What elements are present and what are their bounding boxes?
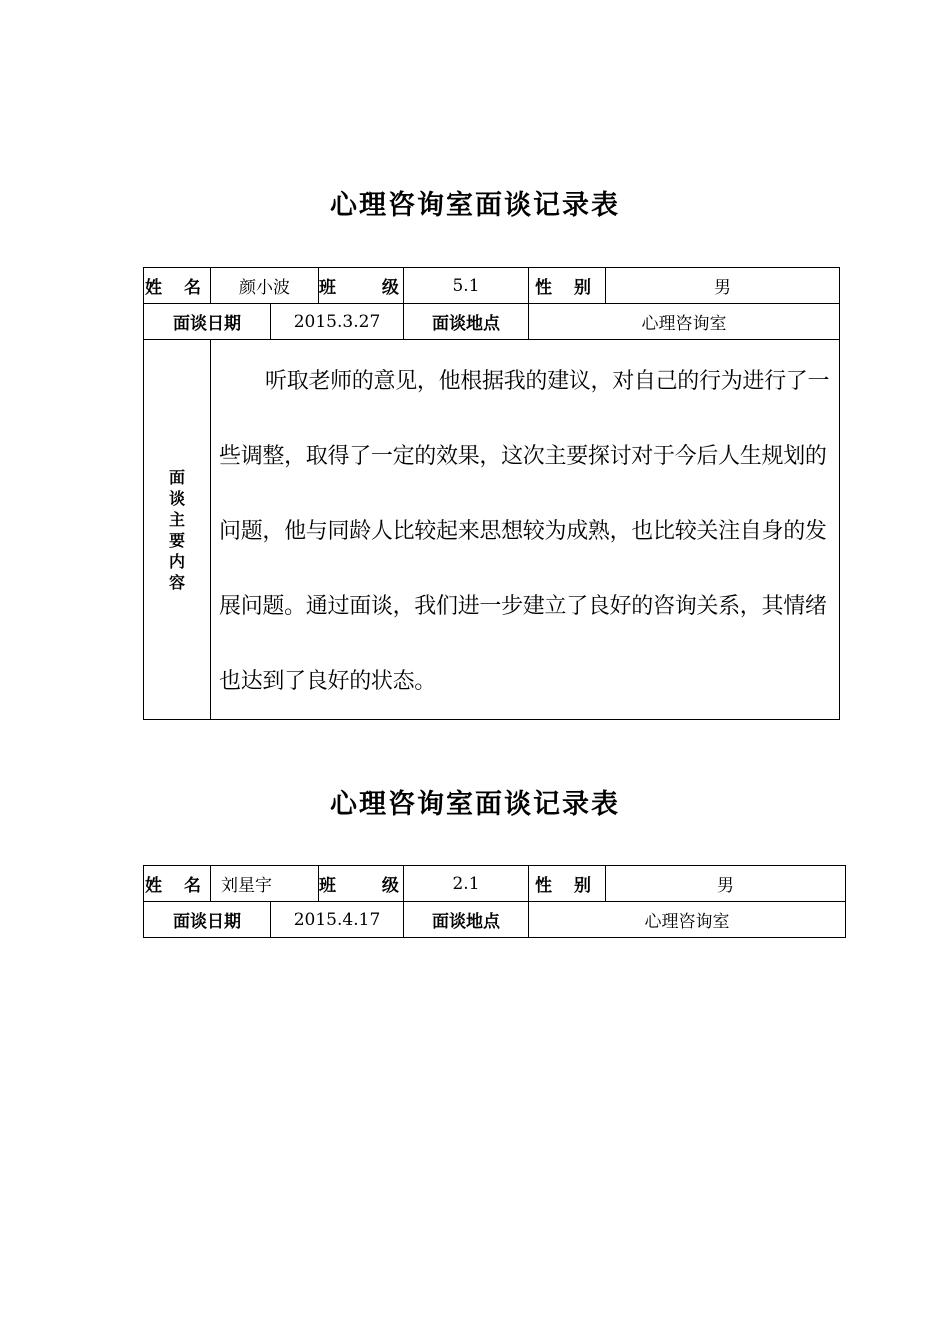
class-value: 2.1 <box>404 866 529 902</box>
place-label: 面谈地点 <box>404 902 529 938</box>
class-label: 班 级 <box>319 268 404 304</box>
interview-record-table <box>143 865 846 938</box>
gender-value: 男 <box>606 866 846 902</box>
place-value: 心理咨询室 <box>529 902 846 938</box>
class-label: 班 级 <box>319 866 404 902</box>
class-value: 5.1 <box>404 268 529 304</box>
date-label: 面谈日期 <box>144 304 271 340</box>
content-label: 面谈主要内容 <box>168 467 185 592</box>
content-cell <box>211 340 840 720</box>
content-label-cell <box>144 340 211 720</box>
student-name: 颜小波 <box>211 268 319 304</box>
gender-label: 性 别 <box>529 866 606 902</box>
student-name: 刘星宇 <box>211 866 319 902</box>
gender-value: 男 <box>606 268 840 304</box>
date-label: 面谈日期 <box>144 902 271 938</box>
date-value: 2015.3.27 <box>271 304 404 340</box>
name-label: 姓 名 <box>144 866 211 902</box>
gender-label: 性 别 <box>529 268 606 304</box>
interview-record-table <box>143 267 840 720</box>
record-title: 心理咨询室面谈记录表 <box>330 789 620 820</box>
place-value: 心理咨询室 <box>529 304 840 340</box>
place-label: 面谈地点 <box>404 304 529 340</box>
name-label: 姓 名 <box>144 268 211 304</box>
record-title: 心理咨询室面谈记录表 <box>330 190 620 221</box>
interview-content: 听取老师的意见，他根据我的建议，对自己的行为进行了一些调整，取得了一定的效果，这次主要探讨对于今后人生规划的问题，他与同龄人比较起来思想较为成熟，也比较关注自身的发展问题。通过面谈，我们进一步建立了良好的咨询关系，其情绪也达到了良好的状态。 <box>219 369 830 694</box>
date-value: 2015.4.17 <box>271 902 404 938</box>
